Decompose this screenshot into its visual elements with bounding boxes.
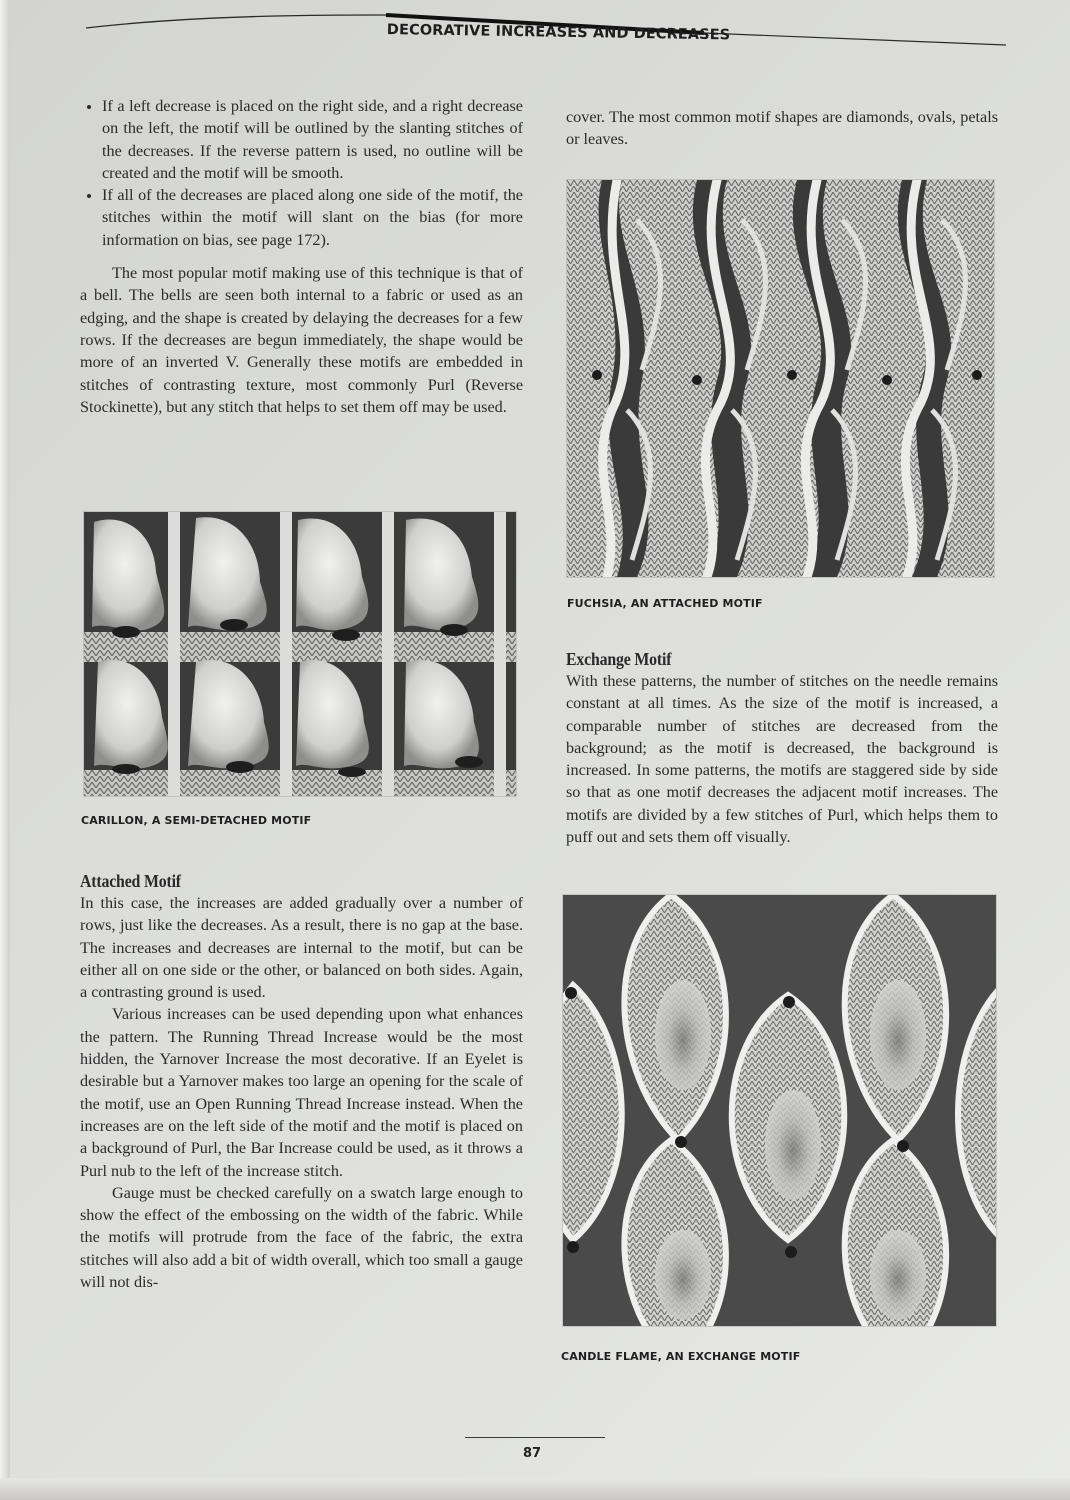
right-column-continuation <box>566 106 998 151</box>
carillon-caption: CARILLON, A SEMI-DETACHED MOTIF <box>81 814 312 827</box>
running-head: DECORATIVE INCREASES AND DECREASES <box>386 22 731 44</box>
carillon-photo <box>84 512 516 796</box>
bullet-icon <box>87 105 91 109</box>
exchange-motif-paragraph: With these patterns, the number of stitches on the needle remains constant at all times. As the size of the motif is increased, a comparable number of stitches are decreased from the background; as the motif is decreased, the background is increased. In some patterns, the motifs are staggered side by side so that as one motif decreases the adjacent motif increases. The motifs are divided by a few stitches of Purl, which helps them to puff out and sets them off visually. <box>566 672 998 847</box>
candle-flame-caption: CANDLE FLAME, AN EXCHANGE MOTIF <box>561 1350 801 1363</box>
attached-motif-section <box>80 870 523 1293</box>
page-number: 87 <box>523 1446 542 1461</box>
table-surface <box>0 1478 1070 1500</box>
attached-motif-heading: Attached Motif <box>80 871 181 891</box>
fuchsia-caption: FUCHSIA, AN ATTACHED MOTIF <box>567 597 763 610</box>
increases-paragraph: Various increases can be used depending upon what enhances the pattern. The Running Thread Increase would be the most hidden, the Yarnover Increase the most decorative. If an Eyelet is desirable but a Yarnover makes too large an opening for the scale of the motif, use an Open Running Thread Increase instead. When the increases are on the left side of the motif and the motif is placed on a background of Purl, the Bar Increase could be used, as it throws a Purl nub to the left of the increase stitch. <box>80 1005 523 1180</box>
continuation-paragraph: cover. The most common motif shapes are diamonds, ovals, petals or leaves. <box>566 108 998 149</box>
knit-swatch-icon <box>567 180 994 577</box>
folio-rule <box>465 1437 605 1438</box>
bullet-item: If a left decrease is placed on the right side, and a right decrease on the left, the motif will be outlined by the slanting stitches of the decreases. If the reverse pattern is used, no outline will be created and the motif will be smooth. <box>80 95 523 184</box>
attached-motif-paragraph: In this case, the increases are added gradually over a number of rows, just like the decreases. As a result, there is no gap at the base. The increases and decreases are internal to the motif, but can be either all on one side or the other, or balanced on both sides. Again, a contrasting ground is used. <box>80 894 523 1002</box>
page-edge <box>0 0 10 1500</box>
gauge-paragraph: Gauge must be checked carefully on a swatch large enough to show the effect of the embossing on the width of the fabric. While the motifs will protrude from the face of the fabric, the extra stitches will also add a bit of width overall, which too small a gauge will not dis- <box>80 1183 523 1292</box>
exchange-motif-section <box>566 648 998 848</box>
candle-flame-photo <box>563 895 996 1326</box>
fuchsia-photo <box>567 180 994 577</box>
left-column-top <box>80 95 523 418</box>
exchange-motif-heading: Exchange Motif <box>566 649 672 669</box>
bullet-item: If all of the decreases are placed along one side of the motif, the stitches within the motif will slant on the bias (for more information on bias, see page 172). <box>80 184 523 251</box>
knit-swatch-icon <box>84 512 516 796</box>
bullet-icon <box>87 194 91 198</box>
knit-swatch-icon <box>563 895 996 1326</box>
bullet-list <box>80 95 523 251</box>
bell-paragraph: The most popular motif making use of this technique is that of a bell. The bells are seen both internal to a fabric or used as an edging, and the shape is created by delaying the decreases for a few rows. If the decreases are begun immediately, the shape would be more of an inverted V. Generally these motifs are embedded in stitches of contrasting texture, most commonly Purl (Reverse Stockinette), but any stitch that helps to set them off may be used. <box>80 264 523 416</box>
